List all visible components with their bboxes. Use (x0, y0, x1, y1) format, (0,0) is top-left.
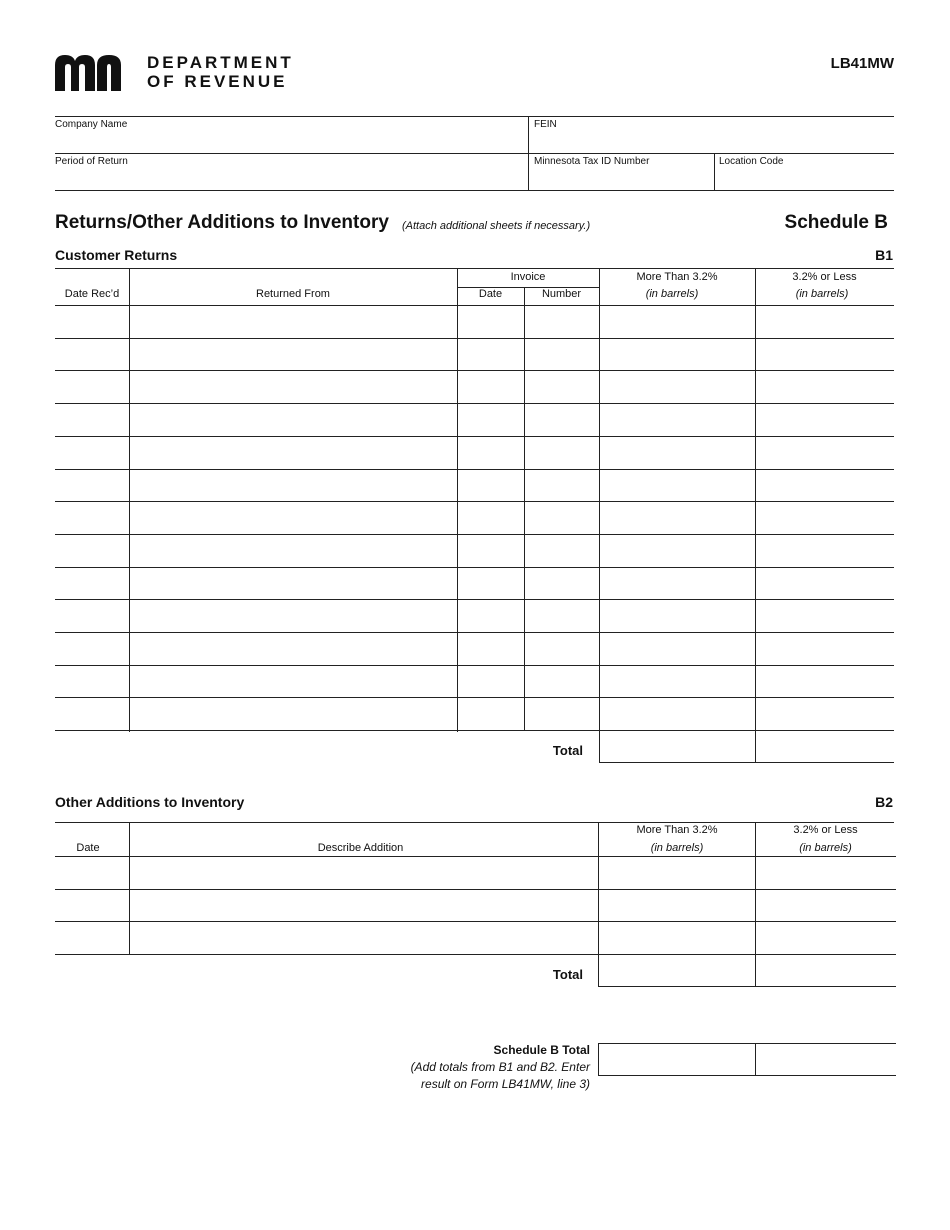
b1-row-12-more-than-field[interactable] (600, 666, 754, 697)
mn-logo (55, 55, 135, 96)
b2-row-1-less-field[interactable] (756, 857, 893, 888)
b1-row-3-returned-from-field[interactable] (130, 371, 456, 402)
b1-row-1-invoice-number-field[interactable] (525, 306, 598, 337)
schedule-total-note-line2: result on Form LB41MW, line 3) (421, 1077, 590, 1091)
b1-row-10-invoice-number-field[interactable] (525, 600, 598, 631)
b2-code: B2 (875, 794, 893, 810)
schedule-total-note-line1: (Add totals from B1 and B2. Enter (410, 1060, 590, 1074)
b1-row-9-date-recd-field[interactable] (56, 568, 128, 599)
b1-row-12-date-recd-field[interactable] (56, 666, 128, 697)
b1-row-7-returned-from-field[interactable] (130, 502, 456, 533)
b1-row-3-less-field[interactable] (756, 371, 893, 402)
b1-total-label: Total (552, 743, 583, 758)
b1-row-2-returned-from-field[interactable] (130, 339, 456, 370)
b1-row-2-less-field[interactable] (756, 339, 893, 370)
b1-row-5-invoice-number-field[interactable] (525, 437, 598, 468)
b1-row-11-returned-from-field[interactable] (130, 633, 456, 664)
b1-row-11-invoice-date-field[interactable] (458, 633, 523, 664)
b1-row-13-less-field[interactable] (756, 698, 893, 729)
b1-col-returned-from: Returned From (256, 288, 330, 300)
b2-total-less-field[interactable] (756, 955, 896, 986)
schedule-total-less-field[interactable] (756, 1044, 896, 1075)
mn-tax-id-field[interactable] (529, 154, 713, 189)
b1-col-less: 3.2% or Less (792, 271, 857, 283)
b1-col-invoice: Invoice (510, 271, 546, 283)
b1-row-13-returned-from-field[interactable] (130, 698, 456, 729)
b1-row-7-more-than-field[interactable] (600, 502, 754, 533)
b1-row-8-invoice-number-field[interactable] (525, 535, 598, 566)
b1-row-4-more-than-field[interactable] (600, 404, 754, 435)
location-code-field[interactable] (715, 154, 894, 189)
b1-row-1-more-than-field[interactable] (600, 306, 754, 337)
b2-title: Other Additions to Inventory (55, 794, 245, 810)
b1-row-9-more-than-field[interactable] (600, 568, 754, 599)
b2-col-more-than: More Than 3.2% (636, 824, 718, 836)
form-id: LB41MW (830, 55, 894, 72)
b1-row-9-returned-from-field[interactable] (130, 568, 456, 599)
b1-row-11-less-field[interactable] (756, 633, 893, 664)
b1-row-3-more-than-field[interactable] (600, 371, 754, 402)
b1-row-12-invoice-number-field[interactable] (525, 666, 598, 697)
b1-row-13-invoice-date-field[interactable] (458, 698, 523, 729)
period-of-return-field[interactable] (55, 154, 527, 189)
b1-row-12-returned-from-field[interactable] (130, 666, 456, 697)
b2-col-date: Date (76, 842, 100, 854)
b2-col-less: 3.2% or Less (793, 824, 858, 836)
b1-col-date-recd: Date Rec’d (64, 288, 120, 300)
b2-row-3-less-field[interactable] (756, 922, 893, 953)
b1-code: B1 (875, 247, 893, 263)
b1-row-11-date-recd-field[interactable] (56, 633, 128, 664)
b2-total-more-than-field[interactable] (599, 955, 754, 986)
b1-row-5-returned-from-field[interactable] (130, 437, 456, 468)
company-name-label: Company Name (55, 119, 128, 130)
b1-col-invoice-date: Date (478, 288, 503, 300)
b1-row-6-invoice-number-field[interactable] (525, 470, 598, 501)
b1-row-7-invoice-date-field[interactable] (458, 502, 523, 533)
b1-total-more-than-field[interactable] (600, 731, 754, 762)
b1-row-10-more-than-field[interactable] (600, 600, 754, 631)
b1-row-6-less-field[interactable] (756, 470, 893, 501)
b1-row-2-more-than-field[interactable] (600, 339, 754, 370)
b1-row-11-invoice-number-field[interactable] (525, 633, 598, 664)
b2-col-describe: Describe Addition (317, 842, 404, 854)
location-code-label: Location Code (719, 156, 784, 167)
b1-row-9-less-field[interactable] (756, 568, 893, 599)
b1-row-1-less-field[interactable] (756, 306, 893, 337)
b1-row-4-less-field[interactable] (756, 404, 893, 435)
b1-row-13-invoice-number-field[interactable] (525, 698, 598, 729)
b1-row-3-invoice-date-field[interactable] (458, 371, 523, 402)
b2-col-less-unit: (in barrels) (799, 842, 852, 854)
b1-row-2-invoice-date-field[interactable] (458, 339, 523, 370)
b1-row-8-date-recd-field[interactable] (56, 535, 128, 566)
b1-col-less-unit: (in barrels) (795, 288, 849, 300)
fein-label: FEIN (534, 119, 557, 130)
schedule-total-label: Schedule B Total (493, 1043, 590, 1057)
b1-col-invoice-number: Number (541, 288, 582, 300)
schedule-label: Schedule B (784, 212, 888, 233)
mn-logo-icon (55, 55, 135, 91)
b1-row-5-date-recd-field[interactable] (56, 437, 128, 468)
b1-row-6-invoice-date-field[interactable] (458, 470, 523, 501)
b1-row-1-returned-from-field[interactable] (130, 306, 456, 337)
b1-row-8-returned-from-field[interactable] (130, 535, 456, 566)
b1-col-more-than: More Than 3.2% (636, 271, 718, 283)
b1-row-7-less-field[interactable] (756, 502, 893, 533)
b1-row-2-date-recd-field[interactable] (56, 339, 128, 370)
b1-row-5-invoice-date-field[interactable] (458, 437, 523, 468)
page-title: Returns/Other Additions to Inventory (55, 212, 389, 233)
b1-row-9-invoice-number-field[interactable] (525, 568, 598, 599)
b2-row-3-date-field[interactable] (56, 922, 128, 953)
b1-row-10-invoice-date-field[interactable] (458, 600, 523, 631)
b1-row-13-date-recd-field[interactable] (56, 698, 128, 729)
b1-row-13-more-than-field[interactable] (600, 698, 754, 729)
b1-row-7-date-recd-field[interactable] (56, 502, 128, 533)
b1-row-6-date-recd-field[interactable] (56, 470, 128, 501)
b1-row-10-date-recd-field[interactable] (56, 600, 128, 631)
b1-row-4-invoice-date-field[interactable] (458, 404, 523, 435)
b1-row-10-returned-from-field[interactable] (130, 600, 456, 631)
period-of-return-label: Period of Return (55, 156, 128, 167)
logo-text-line1: DEPARTMENT (147, 53, 294, 72)
b1-col-more-than-unit: (in barrels) (645, 288, 699, 300)
b1-row-8-less-field[interactable] (756, 535, 893, 566)
b1-row-8-invoice-date-field[interactable] (458, 535, 523, 566)
b2-row-2-describe-field[interactable] (130, 890, 597, 921)
b1-row-4-date-recd-field[interactable] (56, 404, 128, 435)
b1-row-5-less-field[interactable] (756, 437, 893, 468)
b1-row-9-invoice-date-field[interactable] (458, 568, 523, 599)
b1-row-12-invoice-date-field[interactable] (458, 666, 523, 697)
b1-row-6-returned-from-field[interactable] (130, 470, 456, 501)
b1-row-1-date-recd-field[interactable] (56, 306, 128, 337)
b1-row-7-invoice-number-field[interactable] (525, 502, 598, 533)
b1-row-3-invoice-number-field[interactable] (525, 371, 598, 402)
b2-row-3-more-than-field[interactable] (599, 922, 754, 953)
b1-total-less-field[interactable] (756, 731, 894, 762)
b1-row-4-returned-from-field[interactable] (130, 404, 456, 435)
logo-text-line2: OF REVENUE (147, 72, 288, 91)
b2-row-2-date-field[interactable] (56, 890, 128, 921)
b1-row-2-invoice-number-field[interactable] (525, 339, 598, 370)
title-note: (Attach additional sheets if necessary.) (402, 220, 591, 232)
b1-row-5-more-than-field[interactable] (600, 437, 754, 468)
b1-row-12-less-field[interactable] (756, 666, 893, 697)
mn-tax-id-label: Minnesota Tax ID Number (534, 156, 650, 167)
b2-row-3-describe-field[interactable] (130, 922, 597, 953)
company-name-field[interactable] (55, 117, 527, 152)
b1-row-1-invoice-date-field[interactable] (458, 306, 523, 337)
fein-field[interactable] (529, 117, 894, 152)
b2-col-more-than-unit: (in barrels) (650, 842, 704, 854)
b2-row-1-date-field[interactable] (56, 857, 128, 888)
b2-total-label: Total (552, 967, 583, 982)
b1-title: Customer Returns (55, 247, 178, 263)
b2-row-2-less-field[interactable] (756, 890, 893, 921)
b1-row-8-more-than-field[interactable] (600, 535, 754, 566)
b1-row-6-more-than-field[interactable] (600, 470, 754, 501)
b1-row-11-more-than-field[interactable] (600, 633, 754, 664)
b2-row-2-more-than-field[interactable] (599, 890, 754, 921)
b2-row-1-more-than-field[interactable] (599, 857, 754, 888)
b1-row-4-invoice-number-field[interactable] (525, 404, 598, 435)
b1-row-3-date-recd-field[interactable] (56, 371, 128, 402)
schedule-total-more-than-field[interactable] (599, 1044, 754, 1075)
b2-row-1-describe-field[interactable] (130, 857, 597, 888)
b1-row-10-less-field[interactable] (756, 600, 893, 631)
